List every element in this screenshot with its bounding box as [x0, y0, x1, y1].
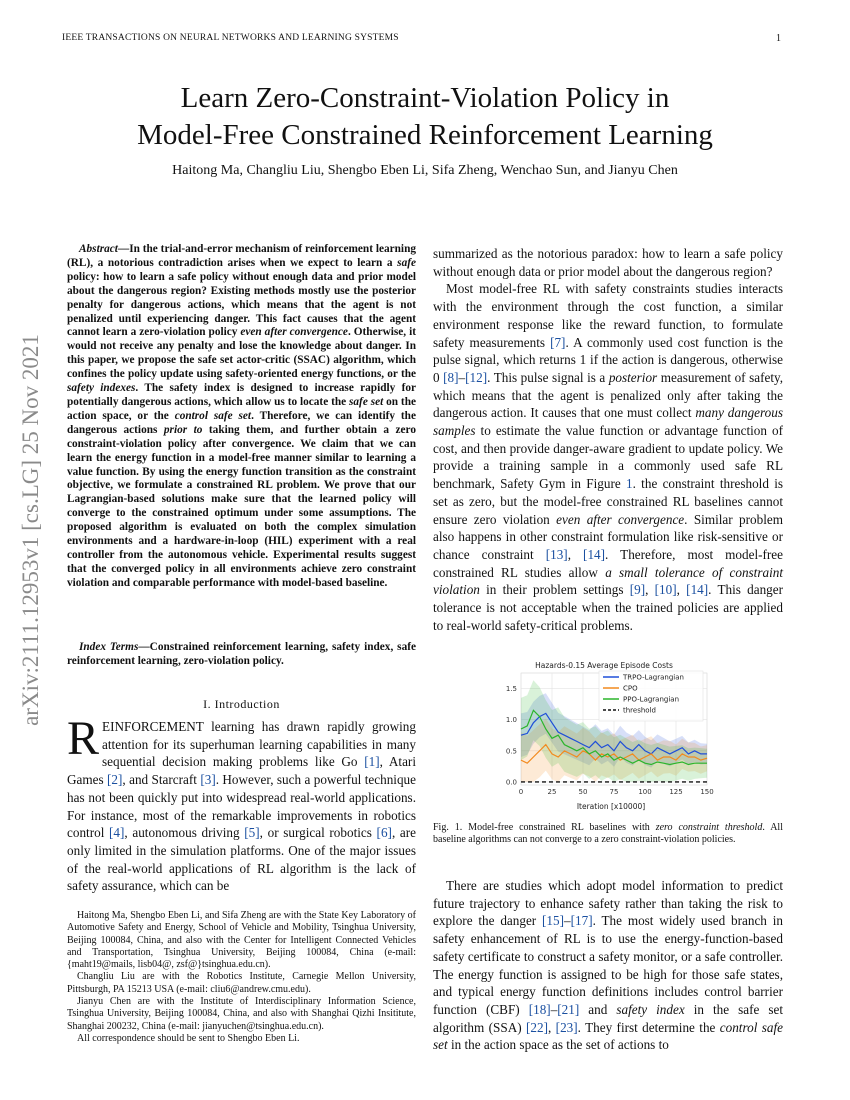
- index-terms-text: —Constrained reinforcement learning, safety index, safe reinforcement learning, zero-violation policy.: [67, 641, 416, 667]
- citation-link[interactable]: [17]: [570, 913, 593, 929]
- index-terms: [67, 641, 416, 669]
- abstract-emph: safe: [397, 256, 416, 269]
- y-tick-label: 1.0: [505, 716, 517, 725]
- intro-text: , are only limited in the simulation platforms. One of the major issues of the real-world applications of RL algorithm is the lack of safety assurance, which can be: [67, 825, 416, 894]
- citation-link[interactable]: [5]: [244, 825, 260, 841]
- intro-text: EINFORCEMENT learning has drawn rapidly growing attention for its superhuman learning capabilities in many sequential decision making problems like Go: [102, 719, 416, 770]
- x-tick-label: 125: [669, 788, 683, 796]
- intro-text: , or surgical robotics: [259, 825, 377, 841]
- x-tick-label: 50: [578, 788, 588, 796]
- x-tick-label: 25: [547, 788, 557, 796]
- text: –: [564, 913, 571, 929]
- paragraph: summarized as the notorious paradox: how to learn a safe policy without enough data or prior model about the dangerous region?: [433, 246, 783, 279]
- text: to estimate the value function or advantage function of cost, and then provide danger-aware gradient to update policy. We provide a training sample in a commonly used safe RL benchmark, Safety Gym in Figure: [433, 423, 783, 492]
- emph: many dangerous samples: [433, 405, 783, 439]
- citation-link[interactable]: [3]: [200, 772, 216, 788]
- footnote: Haitong Ma, Shengbo Eben Li, and Sifa Zheng are with the State Key Laboratory of Automotive Safety and Energy, School of Vehicle and Mobility, Tsinghua University, Beijing 100084, China, and also with the Center for Intelligent Connected Vehicles and Transportation, Tsinghua University, Beijing 100084, China (e-mail: {maht19@mails, lisb04@, zsf@}tsinghua.edu.cn).: [67, 910, 416, 971]
- text: –: [550, 1001, 558, 1017]
- arxiv-stamp: [6, 265, 56, 795]
- x-tick-label: 100: [638, 788, 652, 796]
- citation-link[interactable]: [4]: [109, 825, 125, 841]
- abstract-text: . Therefore, we can identify the dangerous actions: [67, 409, 416, 436]
- emph: even after convergence: [556, 511, 685, 527]
- paper-title: [40, 80, 810, 154]
- intro-text: . However, such a powerful technique has not been quickly put into widespread real-world applications. For instance, most of the remarkable improvements in robotics control: [67, 772, 416, 841]
- legend-label: CPO: [623, 684, 638, 693]
- emph: posterior: [608, 369, 658, 385]
- citation-link[interactable]: [8]: [443, 369, 459, 385]
- text: and: [579, 1001, 617, 1017]
- chart-legend: [599, 671, 703, 721]
- text: . This pulse signal is a: [487, 369, 609, 385]
- abstract-text: . The safety index is designed to increase rapidly for potentially dangerous actions, which allow us to locate the: [67, 382, 416, 408]
- citation-link[interactable]: [9]: [629, 582, 646, 598]
- citation-link[interactable]: [22]: [526, 1019, 548, 1035]
- text: in their problem settings: [479, 582, 630, 598]
- text: . The most widely used branch in safety enhancement of RL is to use the energy-function-based safety certificate to construct a safety monitor, or a safe controller. The energy function is assigned to be high for those safe states, and typical energy function definitions includes control barrier function (CBF): [433, 913, 783, 1017]
- figure-link[interactable]: 1: [626, 476, 633, 492]
- citation-link[interactable]: [18]: [528, 1001, 551, 1017]
- chart-xlabel: Iteration [x10000]: [576, 802, 646, 811]
- title-line-2: Model-Free Constrained Reinforcement Learning: [137, 119, 713, 151]
- text: . Therefore, most model-free constrained RL studies allow: [433, 546, 784, 580]
- abstract: [67, 243, 416, 591]
- y-tick-label: 0.5: [505, 747, 517, 756]
- text: . They first determine the: [577, 1019, 720, 1035]
- text: Most model-free RL with safety constraints studies interacts with the environment through the cost function, a similar environment response like the reward function, to formulate safety measurements: [433, 281, 783, 350]
- author-list: Haitong Ma, Changliu Liu, Shengbo Eben Li, Sifa Zheng, Wenchao Sun, and Jianyu Chen: [172, 163, 678, 178]
- x-tick-label: 150: [700, 788, 714, 796]
- text: measurement of safety, which means that the agent is penalized only after taking the dangerous action. It causes that one must collect: [433, 369, 784, 421]
- y-tick-label: 1.5: [505, 685, 517, 694]
- text: ,: [567, 546, 584, 562]
- citation-link[interactable]: [7]: [550, 334, 566, 350]
- paragraph: [433, 877, 783, 1054]
- figure-1-chart: [491, 659, 717, 811]
- intro-text: , autonomous driving: [124, 825, 245, 841]
- y-tick-label: 0.0: [505, 778, 517, 787]
- page-number: 1: [776, 33, 781, 44]
- text: . This danger tolerance is not acceptable when the trained policies are applied to real-world safety-critical problems.: [433, 582, 784, 633]
- abstract-text: —In the trial-and-error mechanism of reinforcement learning (RL), a notorious contradiction arises when we expect to learn a: [67, 243, 416, 269]
- emph: a small tolerance of constraint violation: [433, 564, 783, 598]
- citation-link[interactable]: [6]: [376, 825, 392, 841]
- section-heading: I. Introduction: [203, 697, 280, 711]
- journal-header: IEEE TRANSACTIONS ON NEURAL NETWORKS AND LEARNING SYSTEMS: [62, 33, 399, 43]
- emph: control safe set: [433, 1019, 783, 1053]
- text: in the action space as the set of actions to: [447, 1037, 669, 1053]
- index-terms-label: Index Terms: [79, 641, 139, 653]
- abstract-text: policy: how to learn a safe policy without enough data and prior model about the dangerous region? Existing methods mostly use the posterior penalty for dangerous actions, which means that the agent is not penalized until experiencing danger. This fact causes that the agent cannot learn a zero-violation policy: [67, 270, 416, 339]
- arxiv-id: arXiv:2111.12953v1 [cs.LG] 25 Nov 2021: [18, 334, 43, 726]
- abstract-label: Abstract: [79, 243, 118, 255]
- text: . the constraint threshold is set as zero, but the model-free constrained RL baselines cannot ensure zero violation: [433, 476, 783, 527]
- x-tick-label: 75: [609, 788, 619, 796]
- abstract-emph: safety indexes: [67, 382, 136, 395]
- citation-link[interactable]: [10]: [654, 582, 677, 598]
- text: There are studies which adopt model information to predict future trajectory to enhance safety rather than taking the risk to explore the danger: [433, 878, 783, 929]
- emph: safety index: [616, 1001, 685, 1017]
- intro-text: , Atari Games: [67, 754, 416, 788]
- text: –: [458, 369, 466, 385]
- caption-emph: zero constraint threshold: [655, 822, 763, 833]
- abstract-emph: prior to: [163, 423, 203, 436]
- footnote: Changliu Liu are with the Robotics Institute, Carnegie Mellon University, Pittsburgh, PA 15213 USA (e-mail: cliu6@andrew.cmu.edu).: [67, 971, 416, 995]
- citation-link[interactable]: [14]: [583, 546, 606, 562]
- citation-link[interactable]: [12]: [465, 369, 488, 385]
- citation-link[interactable]: [14]: [686, 582, 709, 598]
- paragraph: [433, 280, 783, 634]
- legend-label: TRPO-Lagrangian: [623, 673, 684, 682]
- chart-svg: [491, 659, 717, 811]
- citation-link[interactable]: [15]: [542, 913, 565, 929]
- caption-text: Fig. 1. Model-free constrained RL baselines with: [433, 822, 656, 833]
- abstract-text: . Otherwise, it would not receive any penalty and lose the knowledge about danger. In this paper, we propose the safe set actor-critic (SSAC) algorithm, which confines the policy update using safety-oriented energy functions, or the: [67, 326, 416, 381]
- right-column-bottom: [433, 877, 783, 1054]
- intro-text: , and Starcraft: [122, 772, 201, 788]
- abstract-emph: even after convergence: [240, 326, 348, 339]
- title-line-1: Learn Zero-Constraint-Violation Policy in: [180, 82, 670, 114]
- citation-link[interactable]: [1]: [364, 754, 380, 770]
- footnotes: [67, 910, 416, 1045]
- citation-link[interactable]: [23]: [555, 1019, 578, 1035]
- abstract-emph: control safe set: [174, 409, 252, 422]
- x-tick-label: 0: [518, 788, 524, 796]
- citation-link[interactable]: [2]: [107, 772, 123, 788]
- footnote: All correspondence should be sent to Shengbo Eben Li.: [77, 1032, 300, 1044]
- text: ,: [645, 582, 655, 598]
- legend-label: threshold: [623, 706, 656, 715]
- text: ,: [548, 1019, 556, 1035]
- footnote: Jianyu Chen are with the Institute of Interdisciplinary Information Science, Tsinghua University, Beijing 100084, China, and also with Shanghai Qizhi Insititute, Shanghai 200232, China (e-mail: jianyuchen@tsinghua.edu.cn).: [67, 996, 416, 1032]
- text: . Similar problem also happens in other constraint formulation like risk-sensitive or chance constraint: [433, 511, 784, 562]
- text: ,: [676, 582, 687, 598]
- text: in the safe set algorithm (SSA): [433, 1001, 783, 1035]
- abstract-text: on the action space, or the: [67, 395, 416, 422]
- right-column-top: [433, 245, 783, 634]
- drop-cap: R: [67, 712, 100, 765]
- text: . A commonly used cost function is the pulse signal, which returns 1 if the action is dangerous, otherwise 0: [433, 334, 783, 385]
- abstract-emph: safe set: [349, 395, 384, 408]
- intro-paragraph: [67, 712, 416, 895]
- legend-label: PPO-Lagrangian: [623, 695, 680, 704]
- citation-link[interactable]: [13]: [545, 546, 568, 562]
- caption-text: . All baseline algorithms can not converge to a zero constraint-violation policies.: [433, 822, 783, 845]
- chart-title: Hazards-0.15 Average Episode Costs: [535, 661, 673, 670]
- figure-caption: [433, 822, 783, 845]
- citation-link[interactable]: [21]: [557, 1001, 580, 1017]
- abstract-text: taking them, and further obtain a zero constraint-violation policy after convergence. We claim that we can learn the energy function in a model-free manner similar to learning a value function. By using the energy function transition as the constraint objective, we formulate a constrained RL problem. We prove that our Lagrangian-based solutions make sure that the learned policy will converge to the constrained optimum under some assumptions. The proposed algorithm is evaluated on both the complex simulation environments and a hardware-in-loop (HIL) experiment with a real controller from the autonomous vehicle. Experimental results suggest that the converged policy in all environments achieve zero constraint violation and comparable performance with model-based baseline.: [67, 423, 416, 589]
